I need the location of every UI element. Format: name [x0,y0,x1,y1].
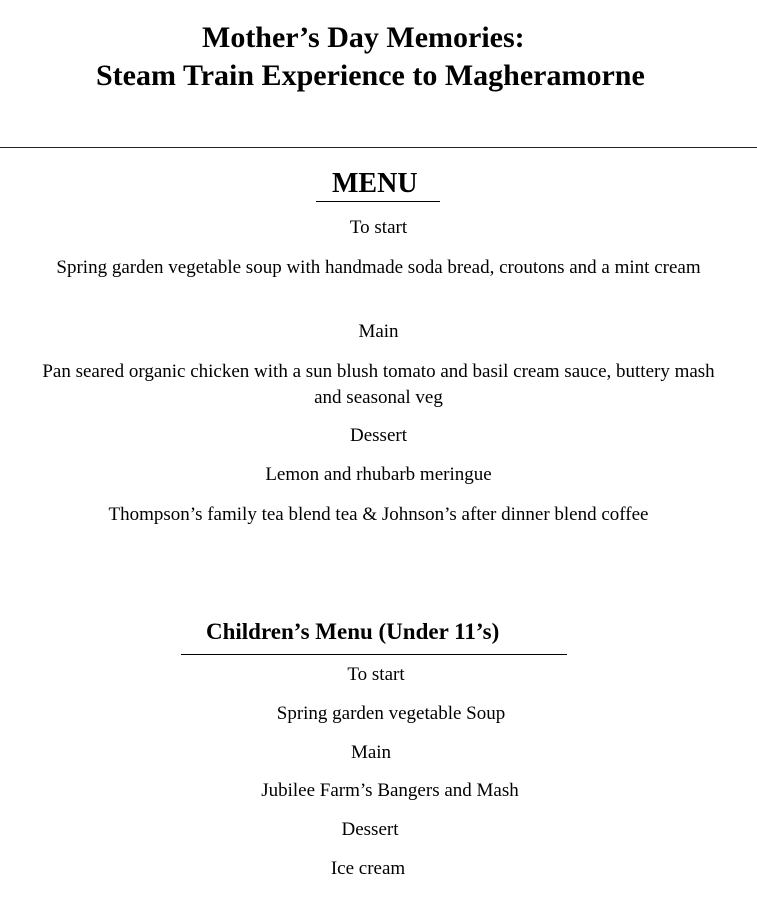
menu-heading-underline [316,201,440,202]
title-line-2: Steam Train Experience to Magheramorne [96,59,645,92]
menu-dessert: Lemon and rhubarb meringue [265,464,492,485]
menu-dessert-label: Dessert [350,425,407,446]
menu-main: Pan seared organic chicken with a sun blush tomato and basil cream sauce, buttery mash and seasonal veg [42,361,715,408]
menu-starter-label: To start [349,217,408,238]
menu-starter: Spring garden vegetable soup with handmade soda bread, croutons and a mint cream [56,257,701,278]
title-line-1: Mother’s Day Memories: [202,21,525,54]
menu-heading: MENU [332,168,418,199]
children-dessert: Ice cream [330,858,406,879]
title-divider [0,147,757,148]
menu-main-label: Main [358,321,399,342]
children-main-label: Main [350,742,392,763]
children-starter-label: To start [347,664,405,685]
children-starter: Spring garden vegetable Soup [276,703,506,724]
menu-drinks: Thompson’s family tea blend tea & Johnson’s after dinner blend coffee [108,504,649,525]
children-dessert-label: Dessert [341,819,399,840]
children-menu-heading-underline [181,654,567,655]
children-menu-heading: Children’s Menu (Under 11’s) [206,619,500,644]
children-main: Jubilee Farm’s Bangers and Mash [261,780,519,801]
